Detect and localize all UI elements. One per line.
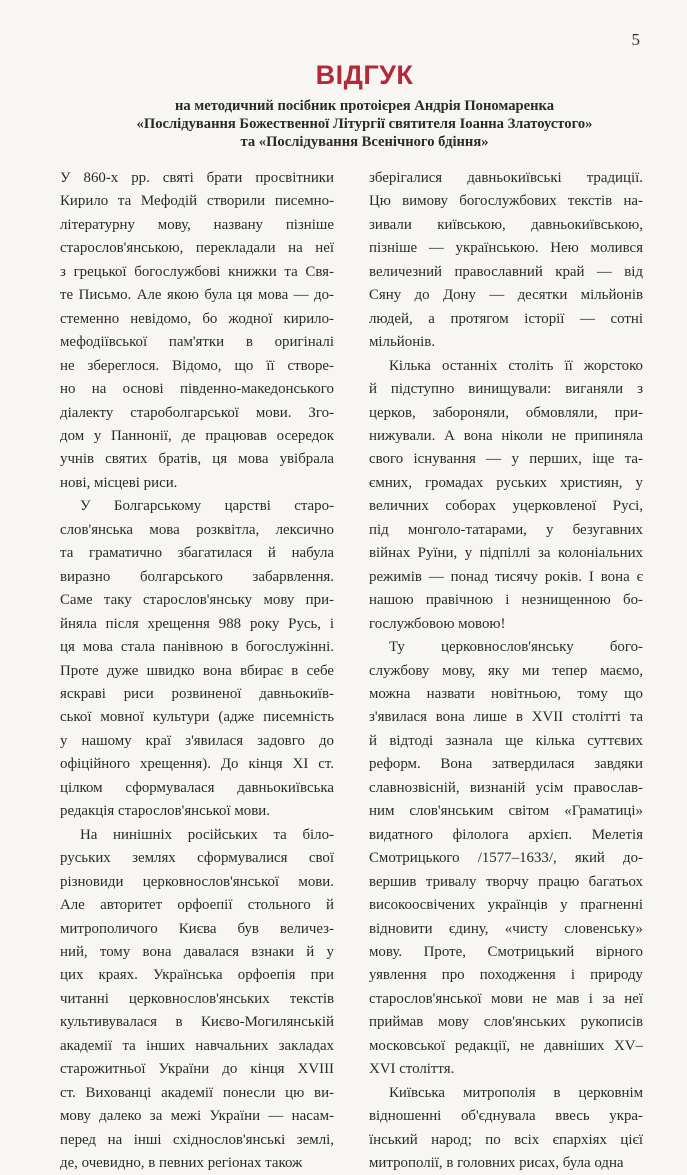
- text-line: московської редакції, не давніших XV–: [369, 1037, 643, 1054]
- text-line: читанні церковнослов'янських текстів: [60, 990, 334, 1007]
- text-line: свого існування — у перших, іще та-: [369, 451, 643, 468]
- text-line: й підступно винищували: виганяли з: [369, 381, 643, 398]
- text-line: мову. Проте, Смотрицький вірного: [369, 943, 643, 960]
- text-line: митрополії, в головних рисах, була одна: [369, 1155, 624, 1172]
- text-line: де, очевидно, в певних регіонах також: [60, 1155, 303, 1172]
- text-line: Сяну до Дону — десятки мільйонів: [369, 287, 643, 304]
- text-line: високоосвічених українців у прагненні: [369, 897, 643, 914]
- text-line: старожитньої України до кінця XVIII: [60, 1061, 334, 1078]
- text-line: видатного філолога архієп. Мелетія: [369, 826, 643, 843]
- text-line: зберігалися давньокиївські традиції.: [369, 170, 643, 186]
- text-line: академії та інших навчальних закладах: [60, 1037, 334, 1054]
- text-line: Саме таку старослов'янську мову при-: [60, 592, 334, 609]
- text-line: ємних, громадах руських християн, у: [369, 474, 643, 491]
- text-line: славнозвісній, визнаній усім православ-: [369, 779, 643, 796]
- text-line: відновити єдину, «чисту словенську»: [369, 920, 643, 937]
- text-line: приймав мову слов'янських рукописів: [369, 1014, 643, 1031]
- body-columns: [60, 167, 643, 1175]
- text-line: літературну мову, названу пізніше: [60, 216, 334, 233]
- text-line: те Письмо. Але якою була ця мова — до-: [60, 287, 334, 304]
- text-line: цих краях. Українська орфоепія при: [60, 967, 334, 984]
- text-line: ської мовної культури (адже писемність: [60, 709, 334, 726]
- paragraph: [60, 824, 334, 1175]
- text-line: у нашому краї з'явилася задовго до: [60, 732, 334, 749]
- text-line: режимів — понад тисячу років. І вона є: [369, 568, 643, 585]
- text-line: відношенні об'єднувала ввесь укра-: [369, 1108, 643, 1125]
- text-line: но на основі південно-македонського: [60, 381, 334, 398]
- text-line: ний, тому вона давалася взнаки й у: [60, 943, 334, 960]
- text-line: нижували. А вона ніколи не припиняла: [369, 427, 643, 444]
- text-line: мефодіївської пам'ятки в оригіналі: [60, 334, 334, 351]
- text-line: офіційного хрещення). До кінця XI ст.: [60, 756, 334, 773]
- subtitle-line: та «Послідування Всенічного бдіння»: [240, 134, 489, 150]
- text-line: дом у Паннонії, де працював осередок: [60, 427, 334, 444]
- page-number: 5: [631, 30, 640, 49]
- text-line: Ту церковнослов'янську бого-: [389, 639, 643, 656]
- text-line: старослов'янською, перекладали на неї: [60, 240, 334, 257]
- text-line: не збереглося. Відомо, що її створе-: [60, 357, 334, 374]
- text-line: з'явилася вона лише в XVII столітті та: [369, 709, 643, 726]
- paragraph: [369, 636, 643, 1082]
- text-line: XVI століття.: [369, 1061, 455, 1078]
- text-line: їнський народ; по всіх єпархіях цієї: [369, 1131, 643, 1148]
- text-line: пізніше — українською. Нею молився: [369, 240, 643, 257]
- text-line: ст. Вихованці академії понесли цю ви-: [60, 1084, 334, 1101]
- subtitle: [0, 97, 687, 151]
- text-line: йняла після хрещення 988 року Русь, і: [60, 615, 334, 632]
- text-line: цілком сформувалася давньокиївська: [60, 779, 334, 796]
- subtitle-line: на методичний посібник протоієрея Андрія Пономаренка: [174, 98, 555, 114]
- paragraph: [369, 1082, 643, 1175]
- text-line: можна назвати новітньою, тому що: [369, 685, 643, 702]
- text-line: Проте дуже швидко вона вбирає в себе: [60, 662, 334, 679]
- text-line: й відтоді зазнала ще кілька суттєвих: [369, 732, 643, 749]
- text-line: виразно болгарського забарвлення.: [60, 568, 334, 585]
- text-line: реформ. Вона затвердилася завдяки: [369, 756, 643, 773]
- paragraph: [369, 167, 643, 355]
- text-line: На нинішніх російських та біло-: [80, 826, 334, 843]
- text-line: Кілька останніх століть її жорстоко: [389, 357, 643, 374]
- text-line: мільйонів.: [369, 334, 436, 351]
- text-line: зивали київською, давньокиївською,: [369, 216, 643, 233]
- text-line: редакція старослов'янської мови.: [60, 803, 270, 820]
- text-line: службову мову, яку ми тепер маємо,: [369, 662, 643, 679]
- left-column: [60, 167, 334, 1175]
- text-line: перед на інші східнослов'янські землі,: [60, 1131, 334, 1148]
- text-line: нашою правічною і незнищенною бо-: [369, 592, 643, 609]
- text-line: людей, а протягом історії — сотні: [369, 310, 643, 327]
- text-line: руських землях сформувалися свої: [60, 850, 334, 867]
- paragraph: [60, 167, 334, 495]
- text-line: слов'янська мова розквітла, лексично: [60, 521, 334, 538]
- text-line: діалекту староболгарської мови. Зго-: [60, 404, 334, 421]
- text-line: старослов'янської мови не мав і за неї: [369, 990, 643, 1007]
- paragraph: [369, 355, 643, 636]
- text-line: Київська митрополія в церковнім: [389, 1084, 643, 1101]
- text-line: під монголо-татарами, у безугавних: [369, 521, 643, 538]
- text-line: У Болгарському царстві старо-: [80, 498, 334, 515]
- text-line: Але авторитет орфоепії стольного й: [60, 897, 334, 914]
- page-title: ВІДГУК: [315, 60, 414, 90]
- right-column: [369, 167, 643, 1175]
- text-line: церков, забороняли, обмовляли, при-: [369, 404, 643, 421]
- text-line: мову далеко за межі України — насам-: [60, 1108, 334, 1125]
- text-line: культивувалася в Києво-Могилянській: [60, 1014, 334, 1031]
- text-line: митрополичого Києва був величез-: [60, 920, 334, 937]
- text-line: вершив тривалу творчу працю багатьох: [369, 873, 643, 890]
- text-line: У 860-х рр. святі брати просвітники: [60, 170, 334, 186]
- text-line: ним слов'янським світом «Граматиці»: [369, 803, 643, 820]
- subtitle-line: «Послідування Божественної Літургії святителя Іоанна Златоустого»: [136, 116, 593, 132]
- text-line: та граматично збагатилася й набула: [60, 545, 334, 562]
- text-line: величних соборах уцерковленої Русі,: [369, 498, 643, 515]
- text-line: учнів святих братів, ця мова увібрала: [60, 451, 334, 468]
- text-line: різновиди церковнослов'янської мови.: [60, 873, 334, 890]
- text-line: уявлення про походження і природу: [369, 967, 643, 984]
- text-line: Кирило та Мефодій створили писемно-: [60, 193, 334, 210]
- text-line: стеменно невідомо, бо жодної кирило-: [60, 310, 334, 327]
- text-line: Смотрицького /1577–1633/, який до-: [369, 850, 643, 867]
- text-line: з грецької богослужбові книжки та Свя-: [60, 263, 334, 280]
- text-line: нові, місцеві риси.: [60, 474, 178, 491]
- text-line: гослужбовою мовою!: [369, 615, 506, 632]
- text-line: величезний православний край — від: [369, 263, 643, 280]
- text-line: яскраві риси розвиненої давньокиїв-: [60, 685, 334, 702]
- paragraph: [60, 495, 334, 823]
- text-line: війнах Руїни, у підпіллі за колоніальних: [369, 545, 643, 562]
- text-line: ця мова стала панівною в богослужінні.: [60, 639, 334, 656]
- text-line: Цю вимову богослужбових текстів на-: [369, 193, 643, 210]
